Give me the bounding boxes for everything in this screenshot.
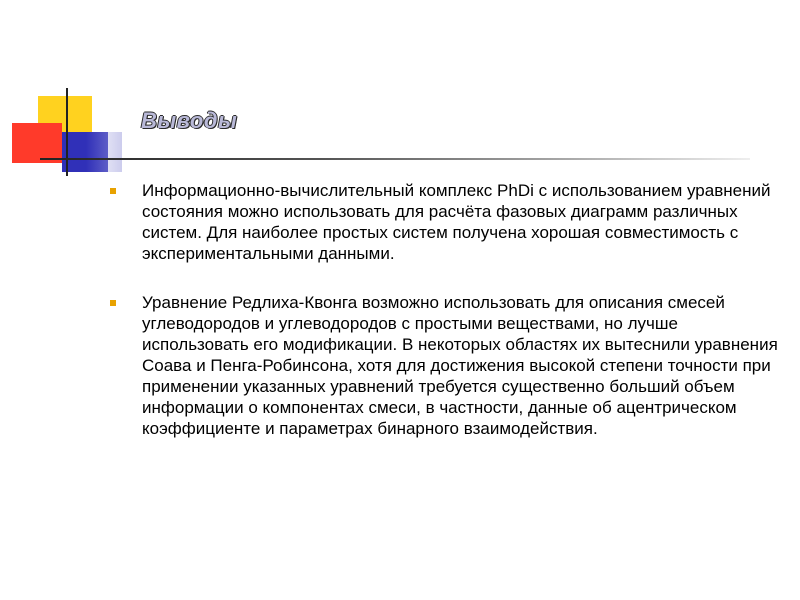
- bullet-square-icon: [110, 300, 116, 306]
- title-underline: [40, 158, 750, 160]
- decorative-blue-fade: [62, 132, 122, 172]
- bullet-square-icon: [110, 188, 116, 194]
- bullet-item: [110, 180, 780, 264]
- decorative-vertical-line: [66, 88, 68, 176]
- slide-title: Выводы: [141, 108, 238, 133]
- bullet-text: Информационно-вычислительный комплекс PhDi с использованием уравнений состояния можно использовать для расчёта фазовых диаграмм различных систем. Для наиболее простых систем получена хорошая совместимость с экспериментальными данными.: [142, 181, 771, 263]
- bullet-list: [110, 180, 780, 439]
- decorative-red-square: [12, 123, 62, 163]
- bullet-item: [110, 292, 780, 439]
- bullet-text: Уравнение Редлиха-Квонга возможно использовать для описания смесей углеводородов и углеводородов с простыми веществами, но лучше использовать его модификации. В некоторых областях их вытеснили уравнения Соава и Пенга-Робинсона, хотя для достижения высокой степени точности при применении указанных уравнений требуется существенно больший объем информации о компонентах смеси, в частности, данные об ацентрическом коэффициенте и параметрах бинарного взаимодействия.: [142, 293, 778, 438]
